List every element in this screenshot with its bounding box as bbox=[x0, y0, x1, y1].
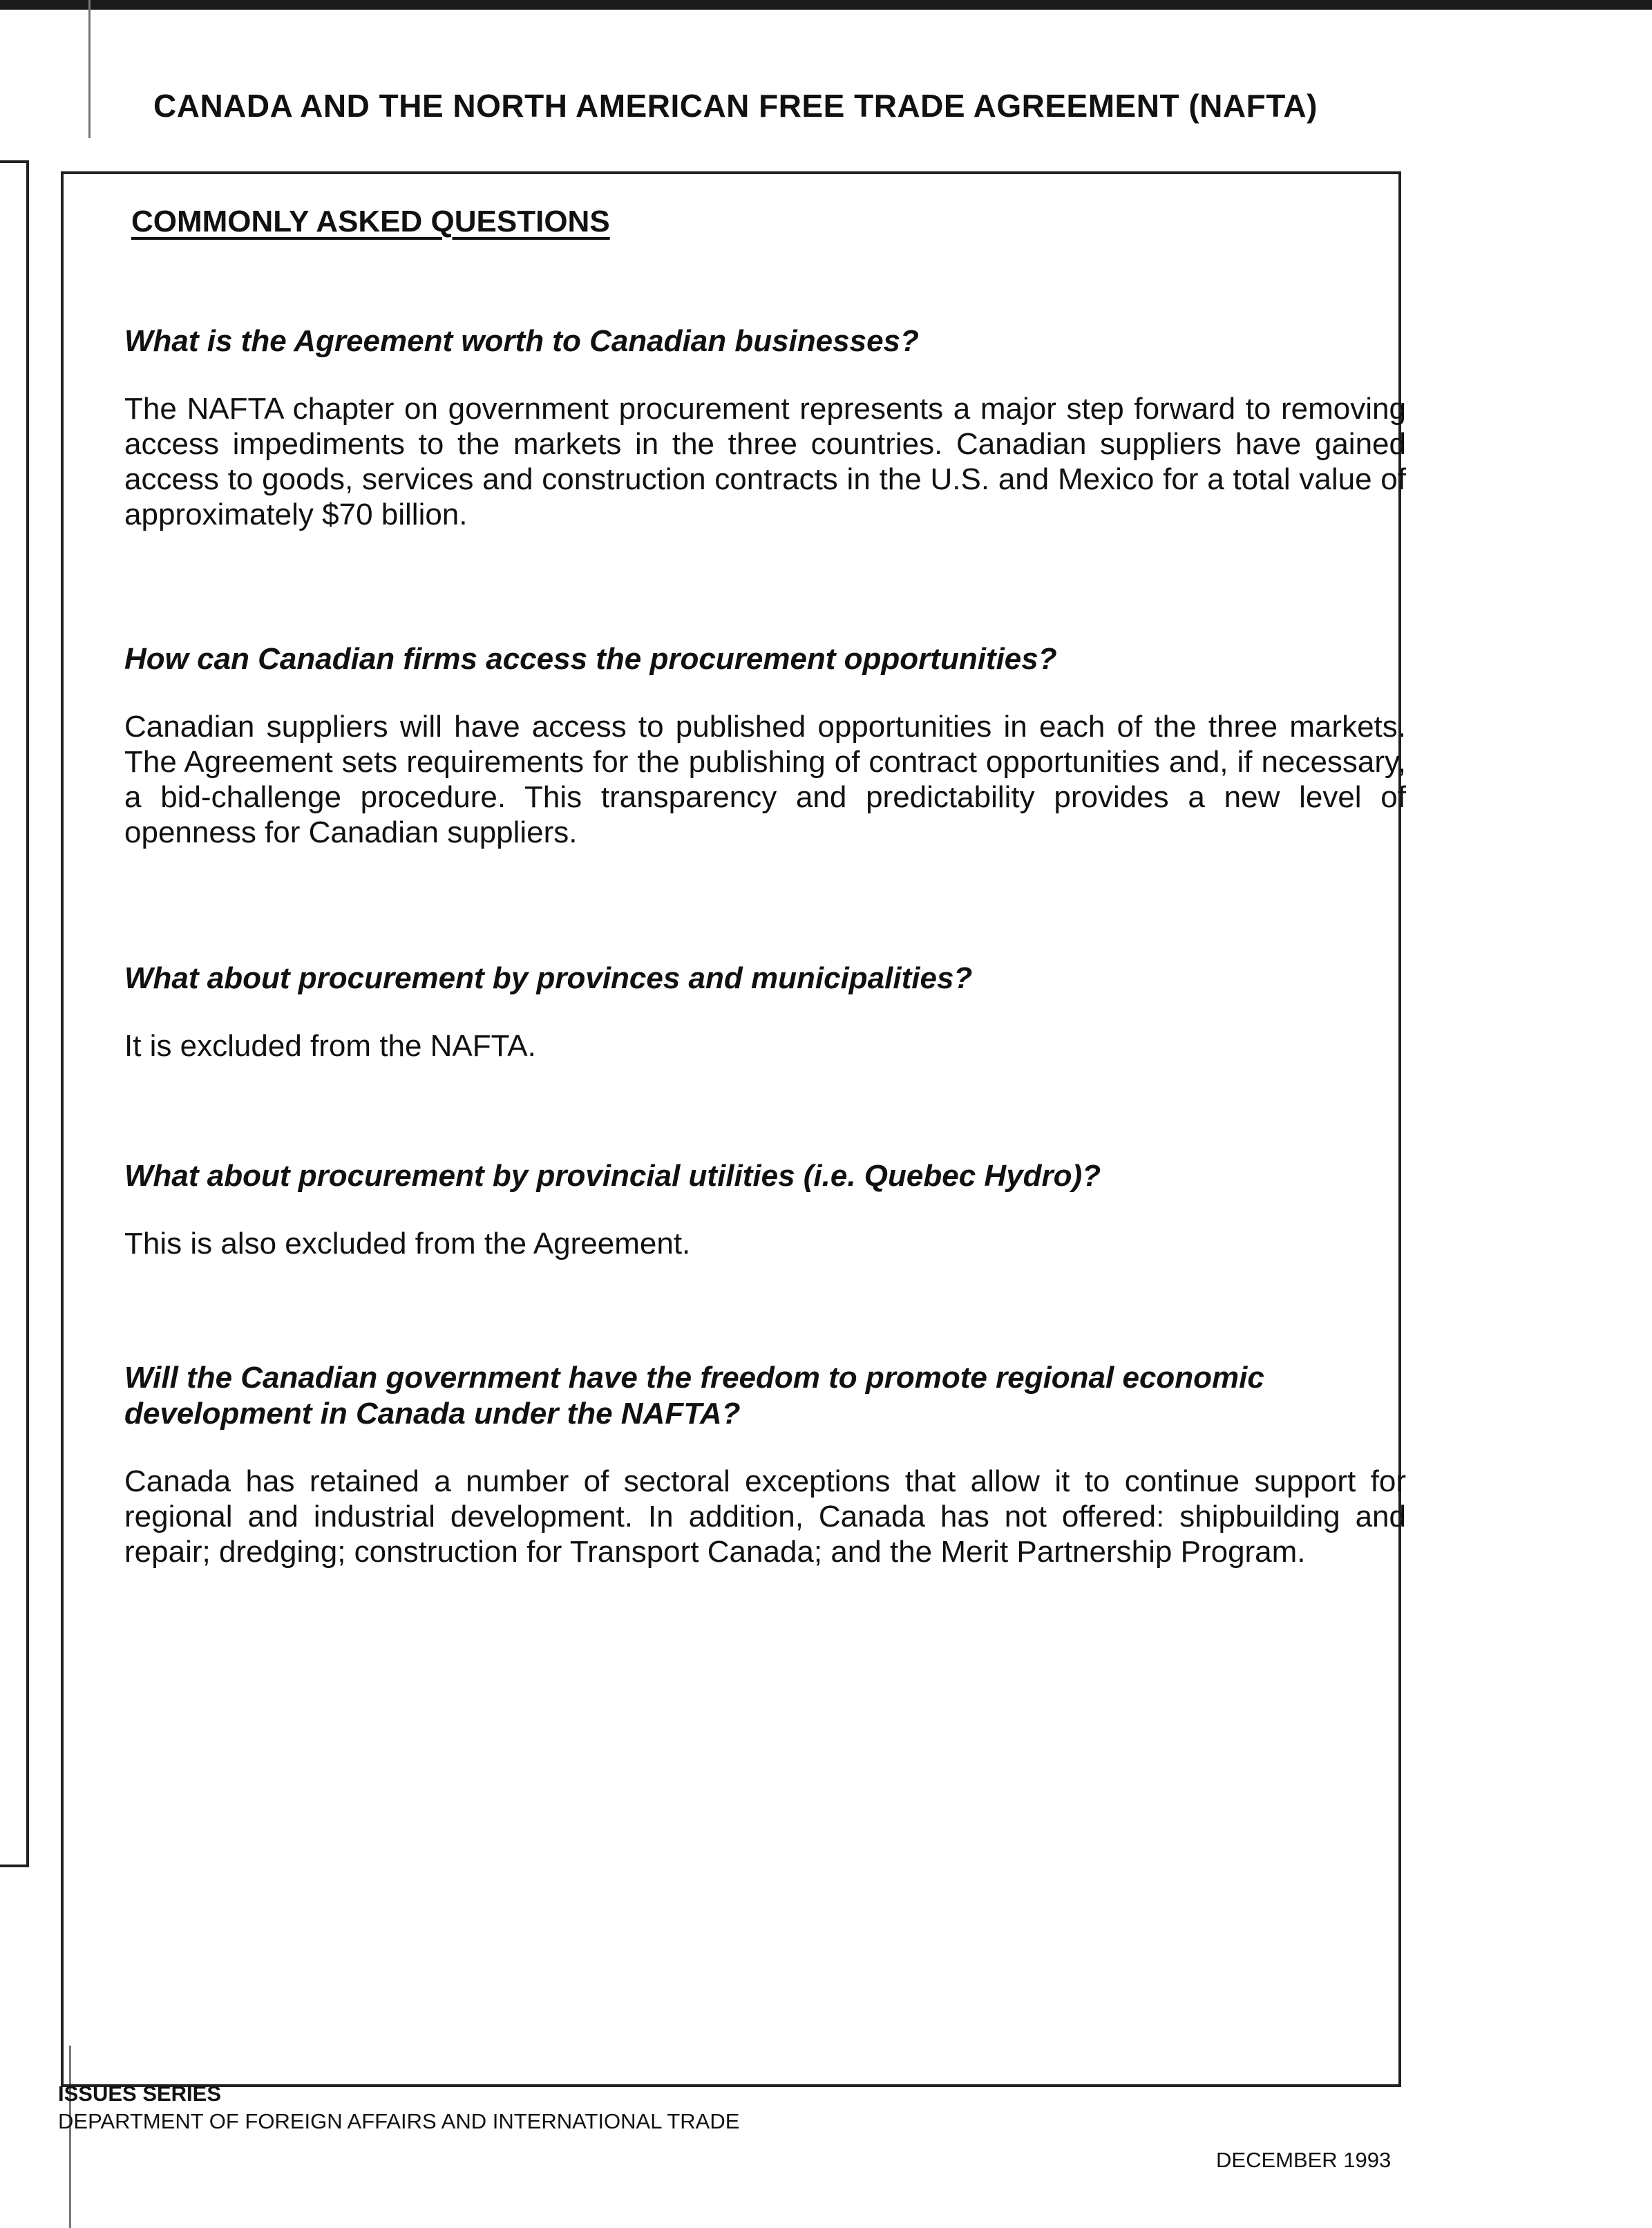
section-heading: COMMONLY ASKED QUESTIONS bbox=[131, 205, 610, 238]
answer: It is excluded from the NAFTA. bbox=[124, 1029, 536, 1063]
question: How can Canadian firms access the procurement opportunities? bbox=[124, 642, 1057, 676]
scan-edge bbox=[0, 0, 1652, 10]
qa-block bbox=[124, 1158, 1406, 1261]
answer: The NAFTA chapter on government procurement represents a major step forward to removing access impediments to the markets in the three countries. Canadian suppliers have gained access to goods, services and construction contracts in the U.S. and Mexico for a total value of approximately $70 billion. bbox=[124, 392, 1406, 531]
question: Will the Canadian government have the freedom to promote regional economic development in Canada under the NAFTA? bbox=[124, 1361, 1264, 1431]
adjacent-page-edge bbox=[0, 160, 29, 1867]
qa-block bbox=[124, 1360, 1406, 1569]
question: What is the Agreement worth to Canadian businesses? bbox=[124, 324, 919, 358]
document-title: CANADA AND THE NORTH AMERICAN FREE TRADE AGREEMENT (NAFTA) bbox=[153, 88, 1318, 124]
qa-block bbox=[124, 961, 1406, 1064]
qa-block bbox=[124, 323, 1406, 532]
answer: Canadian suppliers will have access to published opportunities in each of the three markets. The Agreement sets requirements for the publishing of contract opportunities and, if necessary, a bid-challenge procedure. This transparency and predictability provides a new level of openness for Canadian suppliers. bbox=[124, 710, 1406, 849]
margin-mark bbox=[88, 0, 91, 138]
qa-block bbox=[124, 641, 1406, 850]
question: What about procurement by provinces and municipalities? bbox=[124, 961, 973, 995]
answer: Canada has retained a number of sectoral exceptions that allow it to continue support for regional and industrial development. In addition, Canada has not offered: shipbuilding and repair; dredging; construction for Transport Canada; and the Merit Partnership Program. bbox=[124, 1464, 1406, 1569]
footer-department: DEPARTMENT OF FOREIGN AFFAIRS AND INTERNATIONAL TRADE bbox=[58, 2109, 740, 2133]
answer: This is also excluded from the Agreement. bbox=[124, 1227, 691, 1261]
footer-date: DECEMBER 1993 bbox=[1216, 2148, 1392, 2172]
question: What about procurement by provincial utilities (i.e. Quebec Hydro)? bbox=[124, 1159, 1101, 1193]
footer-series: ISSUES SERIES bbox=[58, 2081, 222, 2106]
